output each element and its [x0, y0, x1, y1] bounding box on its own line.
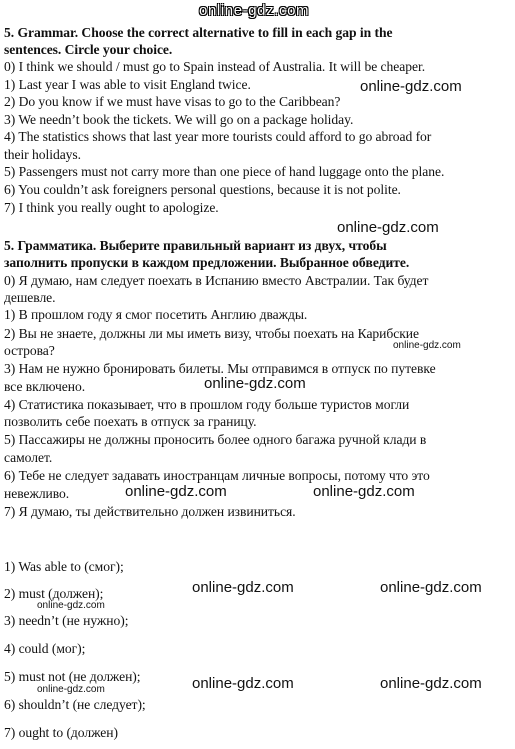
russian-sentence: 5) Пассажиры не должны проносить более одного багажа ручной клади в — [4, 432, 427, 447]
watermark: online-gdz.com — [313, 483, 415, 500]
watermark: online-gdz.com — [380, 579, 482, 596]
watermark-small: online-gdz.com — [37, 600, 105, 611]
watermark: online-gdz.com — [125, 483, 227, 500]
watermark: online-gdz.com — [204, 375, 306, 392]
russian-sentence: дешевле. — [4, 290, 56, 305]
answer-item: 6) shouldn’t (не следует); — [4, 697, 146, 712]
russian-sentence: все включено. — [4, 379, 86, 394]
russian-sentence: 3) Нам не нужно бронировать билеты. Мы отправимся в отпуск по путевке — [4, 361, 436, 376]
russian-heading: 5. Грамматика. Выберите правильный вариант из двух, чтобы — [4, 238, 387, 253]
english-sentence: 2) Do you know if we must have visas to go to the Caribbean? — [4, 94, 341, 109]
english-sentence: 3) We needn’t book the tickets. We will go on a package holiday. — [4, 112, 354, 127]
watermark: online-gdz.com — [337, 219, 439, 236]
russian-sentence: 1) В прошлом году я смог посетить Англию дважды. — [4, 307, 308, 322]
english-sentence: their holidays. — [4, 147, 82, 162]
watermark: online-gdz.com — [192, 579, 294, 596]
english-sentence: 7) I think you really ought to apologize. — [4, 200, 219, 215]
russian-heading-cont: заполнить пропуски в каждом предложении. Выбранное обведите. — [4, 255, 410, 270]
watermark-small: online-gdz.com — [393, 340, 461, 351]
russian-sentence: 0) Я думаю, нам следует поехать в Испанию вместо Австралии. Так будет — [4, 273, 429, 288]
answer-item: 4) could (мог); — [4, 641, 86, 656]
answer-item: 7) ought to (должен) — [4, 725, 118, 740]
russian-sentence: позволить себе поехать в отпуск за границу. — [4, 414, 257, 429]
english-sentence: 4) The statistics shows that last year more tourists could afford to go abroad for — [4, 129, 432, 144]
russian-sentence: 4) Статистика показывает, что в прошлом году больше туристов могли — [4, 397, 410, 412]
watermark: online-gdz.com — [192, 675, 294, 692]
watermark-small: online-gdz.com — [37, 684, 105, 695]
russian-sentence: острова? — [4, 343, 55, 358]
answer-item: 1) Was able to (смог); — [4, 559, 124, 574]
english-sentence: 6) You couldn’t ask foreigners personal questions, because it is not polite. — [4, 182, 401, 197]
russian-sentence: самолет. — [4, 450, 53, 465]
english-heading-cont: sentences. Circle your choice. — [4, 42, 173, 57]
russian-sentence: 6) Тебе не следует задавать иностранцам личные вопросы, потому что это — [4, 468, 430, 483]
english-sentence: 1) Last year I was able to visit England twice. — [4, 77, 251, 92]
english-heading: 5. Grammar. Choose the correct alternative to fill in each gap in the — [4, 25, 393, 40]
watermark: online-gdz.com — [360, 78, 462, 95]
russian-sentence: невежливо. — [4, 486, 70, 501]
answer-item: 2) must (должен); — [4, 586, 104, 601]
english-sentence: 5) Passengers must not carry more than one piece of hand luggage onto the plane. — [4, 164, 445, 179]
english-sentence: 0) I think we should / must go to Spain instead of Australia. It will be cheaper. — [4, 59, 426, 74]
answer-item: 5) must not (не должен); — [4, 669, 141, 684]
watermark-top: online-gdz.com — [199, 2, 310, 19]
answer-item: 3) needn’t (не нужно); — [4, 613, 129, 628]
russian-sentence: 7) Я думаю, ты действительно должен извиниться. — [4, 504, 296, 519]
watermark: online-gdz.com — [380, 675, 482, 692]
russian-sentence: 2) Вы не знаете, должны ли мы иметь визу, чтобы поехать на Карибские — [4, 326, 420, 341]
